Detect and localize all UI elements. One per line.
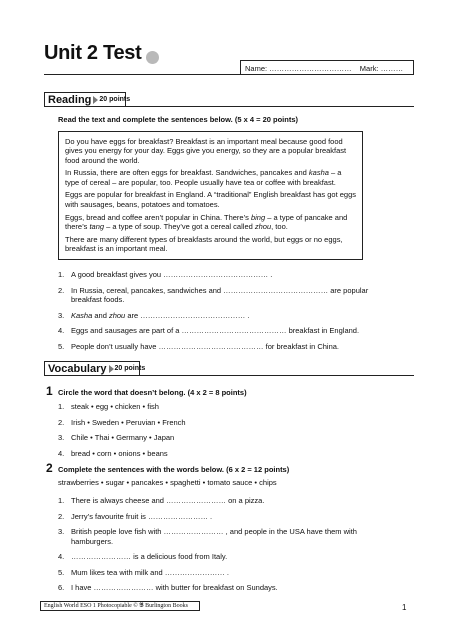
list-item: 3. Chile • Thai • Germany • Japan <box>58 433 175 442</box>
list-item: 1. There is always cheese and …………………… on a pizza. <box>58 496 265 505</box>
list-item: 4. …………………… is a delicious food from Italy. <box>58 552 228 561</box>
exercise-2-items <box>58 496 388 593</box>
arrow-right-icon <box>93 96 98 104</box>
page-number: 1 <box>402 603 407 612</box>
list-item: 6. I have …………………… with butter for breakfast on Sundays. <box>58 583 278 592</box>
page-title: Unit 2 Test <box>44 42 142 64</box>
list-item: 2. In Russia, cereal, pancakes, sandwiches and …………………………………… are popular breakfast foods. <box>58 285 369 304</box>
reading-paragraph: There are many different types of breakfasts around the world, but eggs or no eggs, breakfast is an important meal. <box>65 234 343 253</box>
list-item: 2. Irish • Sweden • Peruvian • French <box>58 417 186 427</box>
list-item: 4. Eggs and sausages are part of a …………………………………… breakfast in England. <box>58 326 360 335</box>
exercise-1-instruction: Circle the word that doesn’t belong. (4 x 2 = 8 points) <box>58 388 247 397</box>
exercise-2-instruction: Complete the sentences with the words below. (6 x 2 = 12 points) <box>58 465 290 474</box>
list-item: 1. A good breakfast gives you …………………………………… . <box>58 270 273 279</box>
list-item: 2. Jerry’s favourite fruit is …………………… . <box>58 511 213 521</box>
vocabulary-section-header <box>44 361 146 376</box>
title-rule <box>44 74 414 75</box>
list-item: 1. steak • egg • chicken • fish <box>58 402 159 411</box>
name-mark-box <box>240 60 414 75</box>
list-item: 4. bread • corn • onions • beans <box>58 448 168 458</box>
reading-paragraph: Eggs, bread and coffee aren’t popular in China. There’s bing – a type of pancake and there’s tang – a type of soup. They’ve got a cereal called zhou, too. <box>65 212 348 231</box>
reading-questions <box>58 270 398 351</box>
list-item: 5. Mum likes tea with milk and …………………… . <box>58 567 229 577</box>
list-item: 3. British people love fish with …………………… , and people in the USA have them with hamburgers. <box>58 527 357 546</box>
vocabulary-points: 20 points <box>114 365 146 372</box>
footer-credit: English World ESO 1 Photocopiable © 𝕭 Burlington Books <box>40 601 200 611</box>
reading-points: 20 points <box>99 96 131 103</box>
mark-label: Mark: ……… <box>359 64 404 73</box>
vocabulary-rule <box>140 375 414 376</box>
reading-paragraph: Eggs are popular for breakfast in England. A “traditional” English breakfast has got eggs with sausages, beans, potatoes and tomatoes. <box>65 190 357 209</box>
reading-section-header <box>44 92 131 107</box>
list-item: 3. Kasha and zhou are …………………………………… . <box>58 310 250 320</box>
vocabulary-title: Vocabulary <box>48 362 107 375</box>
word-bank: strawberries • sugar • pancakes • spaghetti • tomato sauce • chips <box>58 478 277 487</box>
exercise-2-number: 2 <box>46 461 53 475</box>
exercise-1-items <box>58 402 398 458</box>
title-dot-icon <box>146 51 159 64</box>
arrow-right-icon <box>109 365 114 373</box>
reading-rule <box>126 106 414 107</box>
reading-paragraph: In Russia, there are often eggs for breakfast. Sandwiches, pancakes and kasha – a type of cereal – are popular, too. People usually have tea or coffee with breakfast. <box>65 168 342 187</box>
reading-paragraph: Do you have eggs for breakfast? Breakfast is an important meal because good food gives you energy for your day. Eggs give you energy, so they are a popular breakfast food around the world. <box>65 137 347 165</box>
reading-instruction: Read the text and complete the sentences below. (5 x 4 = 20 points) <box>58 115 298 124</box>
reading-title: Reading <box>48 93 92 106</box>
reading-text-box <box>58 131 363 260</box>
name-label: Name: …………………………… <box>245 64 352 73</box>
exercise-1-number: 1 <box>46 384 53 398</box>
list-item: 5. People don’t usually have …………………………………… for breakfast in China. <box>58 341 340 351</box>
